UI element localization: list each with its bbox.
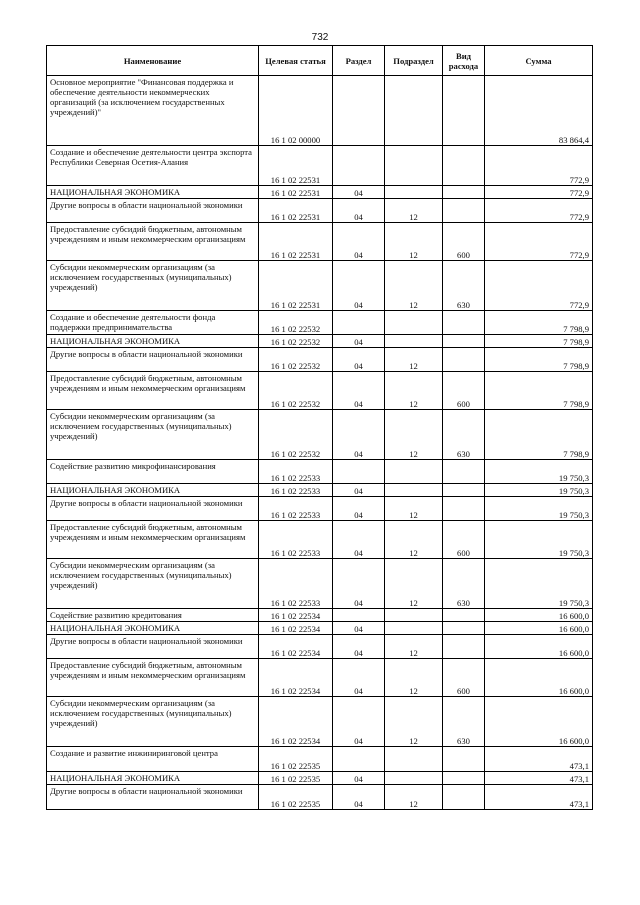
row-target-code: 16 1 02 22533 xyxy=(259,559,333,609)
header-target: Целевая статья xyxy=(259,46,333,76)
row-name: Субсидии некоммерческим организациям (за исключением государственных (муниципальных) учреждений) xyxy=(47,410,259,460)
row-name: Другие вопросы в области национальной экономики xyxy=(47,348,259,372)
budget-table xyxy=(46,45,593,810)
row-target-code: 16 1 02 22532 xyxy=(259,410,333,460)
row-section: 04 xyxy=(333,410,385,460)
row-subsection xyxy=(385,76,443,146)
table-row xyxy=(47,223,593,261)
row-name: Содействие развитию кредитования xyxy=(47,609,259,622)
row-sum: 16 600,0 xyxy=(485,635,593,659)
header-expense-type: Вид расхода xyxy=(443,46,485,76)
row-sum: 473,1 xyxy=(485,747,593,772)
row-expense-type: 600 xyxy=(443,223,485,261)
row-expense-type xyxy=(443,460,485,484)
row-sum: 19 750,3 xyxy=(485,497,593,521)
row-sum: 473,1 xyxy=(485,785,593,810)
row-sum: 7 798,9 xyxy=(485,348,593,372)
row-name: Субсидии некоммерческим организациям (за исключением государственных (муниципальных) учреждений) xyxy=(47,261,259,311)
row-section: 04 xyxy=(333,199,385,223)
row-name: Другие вопросы в области национальной экономики xyxy=(47,199,259,223)
header-section: Раздел xyxy=(333,46,385,76)
row-subsection xyxy=(385,747,443,772)
row-target-code: 16 1 02 22534 xyxy=(259,609,333,622)
row-expense-type: 630 xyxy=(443,261,485,311)
row-section: 04 xyxy=(333,372,385,410)
table-row xyxy=(47,521,593,559)
row-expense-type xyxy=(443,146,485,186)
row-sum: 772,9 xyxy=(485,186,593,199)
table-row xyxy=(47,261,593,311)
row-section xyxy=(333,609,385,622)
table-row xyxy=(47,199,593,223)
row-section: 04 xyxy=(333,521,385,559)
row-name: НАЦИОНАЛЬНАЯ ЭКОНОМИКА xyxy=(47,772,259,785)
row-sum: 16 600,0 xyxy=(485,622,593,635)
row-target-code: 16 1 02 22532 xyxy=(259,335,333,348)
row-subsection: 12 xyxy=(385,785,443,810)
row-sum: 19 750,3 xyxy=(485,521,593,559)
table-row xyxy=(47,146,593,186)
row-section: 04 xyxy=(333,559,385,609)
row-subsection: 12 xyxy=(385,348,443,372)
row-section: 04 xyxy=(333,484,385,497)
row-sum: 7 798,9 xyxy=(485,410,593,460)
row-sum: 7 798,9 xyxy=(485,372,593,410)
row-target-code: 16 1 02 22531 xyxy=(259,186,333,199)
table-row xyxy=(47,659,593,697)
row-subsection xyxy=(385,186,443,199)
row-sum: 16 600,0 xyxy=(485,659,593,697)
table-row xyxy=(47,372,593,410)
row-subsection xyxy=(385,484,443,497)
row-target-code: 16 1 02 22534 xyxy=(259,659,333,697)
row-subsection: 12 xyxy=(385,635,443,659)
row-name: Предоставление субсидий бюджетным, автономным учреждениям и иным некоммерческим организациям xyxy=(47,521,259,559)
row-subsection: 12 xyxy=(385,410,443,460)
row-subsection xyxy=(385,460,443,484)
row-sum: 16 600,0 xyxy=(485,697,593,747)
row-sum: 19 750,3 xyxy=(485,484,593,497)
row-name: Субсидии некоммерческим организациям (за исключением государственных (муниципальных) учреждений) xyxy=(47,559,259,609)
row-sum: 772,9 xyxy=(485,146,593,186)
row-section: 04 xyxy=(333,223,385,261)
row-sum: 7 798,9 xyxy=(485,311,593,335)
row-sum: 16 600,0 xyxy=(485,609,593,622)
table-row xyxy=(47,348,593,372)
row-section xyxy=(333,76,385,146)
row-section xyxy=(333,747,385,772)
row-expense-type xyxy=(443,186,485,199)
row-name: Другие вопросы в области национальной экономики xyxy=(47,785,259,810)
row-expense-type: 600 xyxy=(443,521,485,559)
row-target-code: 16 1 02 22534 xyxy=(259,635,333,659)
row-expense-type xyxy=(443,785,485,810)
row-sum: 772,9 xyxy=(485,261,593,311)
row-name: Другие вопросы в области национальной экономики xyxy=(47,497,259,521)
row-target-code: 16 1 02 22532 xyxy=(259,372,333,410)
row-name: Предоставление субсидий бюджетным, автономным учреждениям и иным некоммерческим организациям xyxy=(47,659,259,697)
table-row xyxy=(47,772,593,785)
row-subsection xyxy=(385,772,443,785)
row-target-code: 16 1 02 22532 xyxy=(259,348,333,372)
row-sum: 19 750,3 xyxy=(485,460,593,484)
row-subsection: 12 xyxy=(385,261,443,311)
row-section: 04 xyxy=(333,622,385,635)
row-expense-type xyxy=(443,635,485,659)
header-subsection: Подраздел xyxy=(385,46,443,76)
row-target-code: 16 1 02 22532 xyxy=(259,311,333,335)
row-subsection: 12 xyxy=(385,559,443,609)
table-row xyxy=(47,609,593,622)
table-row xyxy=(47,76,593,146)
row-section: 04 xyxy=(333,635,385,659)
row-name: Создание и развитие инжиниринговой центра xyxy=(47,747,259,772)
row-name: Содействие развитию микрофинансирования xyxy=(47,460,259,484)
row-expense-type xyxy=(443,497,485,521)
row-section xyxy=(333,146,385,186)
row-target-code: 16 1 02 00000 xyxy=(259,76,333,146)
table-row xyxy=(47,559,593,609)
row-section: 04 xyxy=(333,335,385,348)
row-expense-type xyxy=(443,484,485,497)
row-expense-type xyxy=(443,747,485,772)
table-row xyxy=(47,410,593,460)
row-section: 04 xyxy=(333,261,385,311)
row-section: 04 xyxy=(333,785,385,810)
row-section: 04 xyxy=(333,497,385,521)
row-section: 04 xyxy=(333,697,385,747)
row-target-code: 16 1 02 22533 xyxy=(259,460,333,484)
row-name: Предоставление субсидий бюджетным, автономным учреждениям и иным некоммерческим организациям xyxy=(47,223,259,261)
row-subsection: 12 xyxy=(385,223,443,261)
row-subsection xyxy=(385,622,443,635)
row-expense-type xyxy=(443,609,485,622)
row-expense-type: 630 xyxy=(443,559,485,609)
row-section: 04 xyxy=(333,772,385,785)
row-name: Создание и обеспечение деятельности центра экспорта Республики Северная Осетия-Алания xyxy=(47,146,259,186)
row-expense-type: 630 xyxy=(443,697,485,747)
table-row xyxy=(47,311,593,335)
row-target-code: 16 1 02 22531 xyxy=(259,199,333,223)
table-row xyxy=(47,484,593,497)
row-target-code: 16 1 02 22535 xyxy=(259,747,333,772)
row-name: НАЦИОНАЛЬНАЯ ЭКОНОМИКА xyxy=(47,335,259,348)
row-expense-type xyxy=(443,199,485,223)
row-subsection: 12 xyxy=(385,199,443,223)
row-subsection xyxy=(385,146,443,186)
row-subsection xyxy=(385,609,443,622)
row-subsection: 12 xyxy=(385,497,443,521)
table-row xyxy=(47,186,593,199)
row-target-code: 16 1 02 22533 xyxy=(259,521,333,559)
row-name: НАЦИОНАЛЬНАЯ ЭКОНОМИКА xyxy=(47,186,259,199)
row-target-code: 16 1 02 22533 xyxy=(259,484,333,497)
row-subsection: 12 xyxy=(385,697,443,747)
table-row xyxy=(47,747,593,772)
row-name: НАЦИОНАЛЬНАЯ ЭКОНОМИКА xyxy=(47,622,259,635)
row-target-code: 16 1 02 22534 xyxy=(259,622,333,635)
row-expense-type xyxy=(443,76,485,146)
row-sum: 473,1 xyxy=(485,772,593,785)
row-target-code: 16 1 02 22533 xyxy=(259,497,333,521)
row-sum: 83 864,4 xyxy=(485,76,593,146)
row-subsection xyxy=(385,335,443,348)
row-target-code: 16 1 02 22535 xyxy=(259,772,333,785)
row-target-code: 16 1 02 22534 xyxy=(259,697,333,747)
row-section: 04 xyxy=(333,186,385,199)
row-expense-type xyxy=(443,348,485,372)
row-sum: 772,9 xyxy=(485,199,593,223)
header-name: Наименование xyxy=(47,46,259,76)
row-subsection: 12 xyxy=(385,372,443,410)
row-expense-type: 600 xyxy=(443,372,485,410)
row-name: Субсидии некоммерческим организациям (за исключением государственных (муниципальных) учреждений) xyxy=(47,697,259,747)
row-sum: 772,9 xyxy=(485,223,593,261)
row-sum: 7 798,9 xyxy=(485,335,593,348)
row-expense-type xyxy=(443,311,485,335)
table-row xyxy=(47,497,593,521)
row-section: 04 xyxy=(333,659,385,697)
row-target-code: 16 1 02 22535 xyxy=(259,785,333,810)
row-section xyxy=(333,460,385,484)
table-header-row xyxy=(47,46,593,76)
header-sum: Сумма xyxy=(485,46,593,76)
row-sum: 19 750,3 xyxy=(485,559,593,609)
row-name: НАЦИОНАЛЬНАЯ ЭКОНОМИКА xyxy=(47,484,259,497)
row-target-code: 16 1 02 22531 xyxy=(259,223,333,261)
table-row xyxy=(47,697,593,747)
table-body xyxy=(47,76,593,810)
table-row xyxy=(47,635,593,659)
row-section xyxy=(333,311,385,335)
table-row xyxy=(47,785,593,810)
row-name: Основное мероприятие "Финансовая поддержка и обеспечение деятельности некоммерческих организаций (за исключением государственных учреждений)" xyxy=(47,76,259,146)
row-section: 04 xyxy=(333,348,385,372)
row-subsection xyxy=(385,311,443,335)
table-row xyxy=(47,622,593,635)
row-expense-type xyxy=(443,335,485,348)
page-number: 732 xyxy=(311,32,329,43)
row-subsection: 12 xyxy=(385,659,443,697)
table-row xyxy=(47,335,593,348)
row-expense-type xyxy=(443,772,485,785)
row-target-code: 16 1 02 22531 xyxy=(259,146,333,186)
row-name: Другие вопросы в области национальной экономики xyxy=(47,635,259,659)
row-expense-type xyxy=(443,622,485,635)
row-expense-type: 630 xyxy=(443,410,485,460)
row-expense-type: 600 xyxy=(443,659,485,697)
row-name: Создание и обеспечение деятельности фонда поддержки предпринимательства xyxy=(47,311,259,335)
row-name: Предоставление субсидий бюджетным, автономным учреждениям и иным некоммерческим организациям xyxy=(47,372,259,410)
row-target-code: 16 1 02 22531 xyxy=(259,261,333,311)
row-subsection: 12 xyxy=(385,521,443,559)
table-row xyxy=(47,460,593,484)
